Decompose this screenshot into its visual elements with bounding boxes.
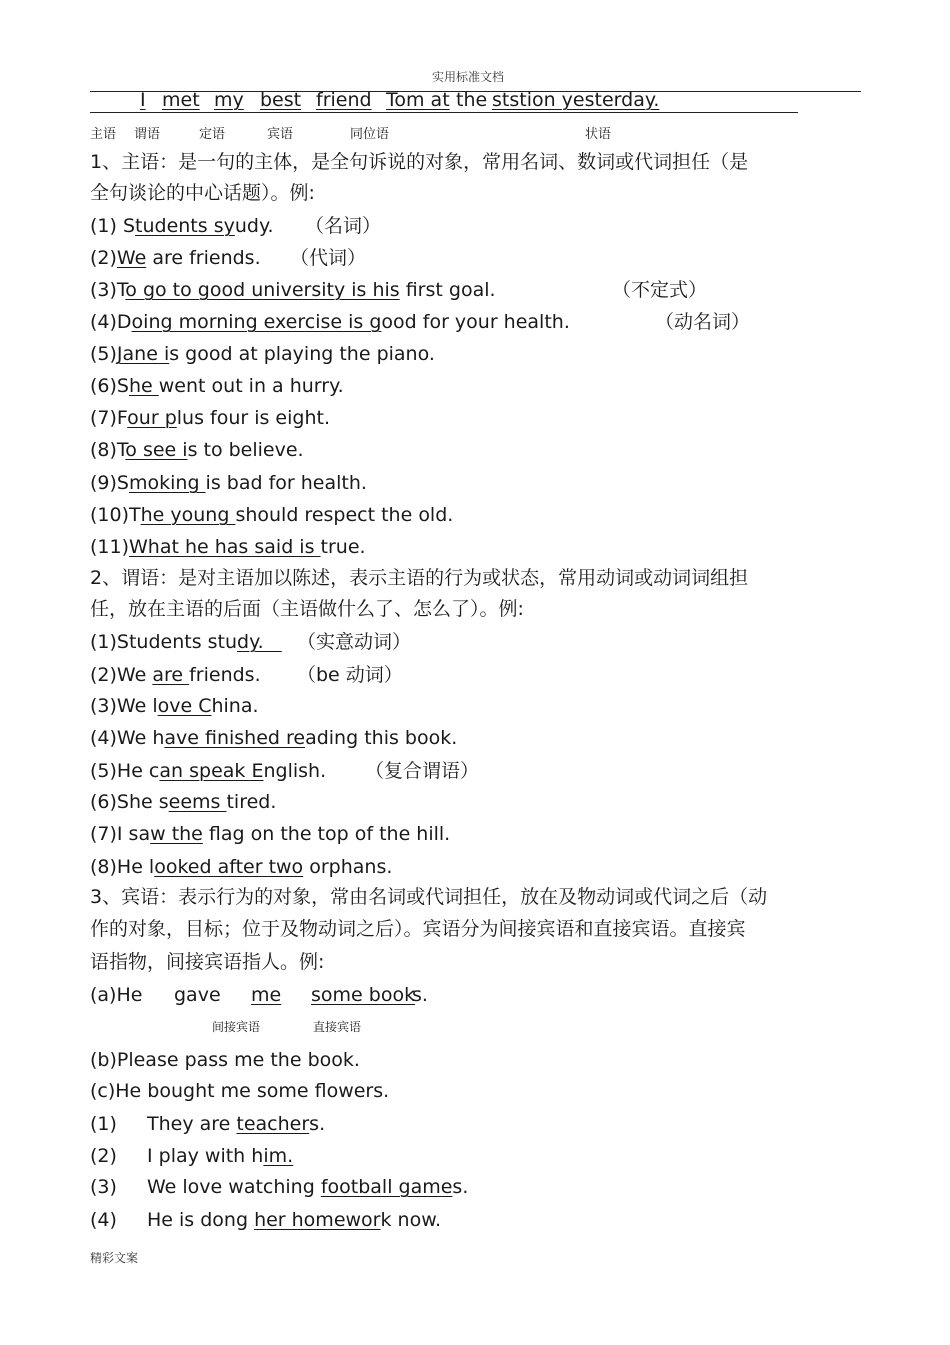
item-text: (2)We — [90, 664, 153, 686]
item-underlined: Jane i — [116, 343, 170, 365]
item-text-tail: should respect the old. — [235, 504, 454, 526]
exercise-number: (4) — [90, 1209, 117, 1231]
item-text-tail: s good at playing the piano. — [169, 343, 435, 365]
item-text: They are — [147, 1113, 237, 1135]
example-item — [90, 214, 274, 238]
exercise-number: (2) — [90, 1145, 117, 1167]
word-attribute: my — [214, 89, 244, 111]
example-item — [90, 246, 261, 270]
direct-object-label: 直接宾语 — [313, 1020, 362, 1034]
item-underlined: ooked after two — [154, 856, 304, 878]
word-adverbial: ststion yesterday. — [492, 89, 660, 111]
example-item — [90, 790, 276, 814]
item-underlined: teacher — [236, 1113, 310, 1135]
example-item — [90, 855, 392, 879]
example-a-tail: s. — [412, 984, 428, 1006]
example-item — [90, 503, 453, 527]
item-note: （不定式） — [612, 279, 708, 301]
section2-intro: 2、谓语：是对主语加以陈述，表示主语的行为或状态，常用动词或动词词组担 — [90, 567, 749, 589]
item-text-tail: s. — [452, 1176, 469, 1198]
example-a-indirect: me — [251, 984, 282, 1006]
item-text: (4)D — [90, 311, 132, 333]
example-item — [90, 663, 261, 687]
item-text: (2) — [90, 247, 117, 269]
indirect-object-label: 间接宾语 — [212, 1020, 261, 1034]
item-underlined: o see i — [125, 439, 188, 461]
exercise-number: (3) — [90, 1176, 117, 1198]
section2-intro-cont: 任，放在主语的后面（主语做什么了、怎么了）。例: — [90, 598, 524, 620]
example-a-subject: (a)He — [90, 984, 143, 1006]
item-text: (8)T — [90, 439, 126, 461]
item-text: (6)She s — [90, 791, 169, 813]
word-article: the — [456, 89, 488, 111]
section1-intro-cont: 全句谈论的中心话题）。例: — [90, 182, 315, 204]
item-underlined: im. — [263, 1145, 294, 1167]
example-item — [90, 471, 367, 495]
exercise-item — [147, 1208, 441, 1232]
example-item — [90, 694, 259, 718]
word-appositive: friend — [316, 89, 372, 111]
word-subject: I — [140, 89, 146, 111]
item-note: （实意动词） — [297, 631, 412, 653]
example-item — [90, 822, 450, 846]
item-text-tail: nglish. — [263, 760, 327, 782]
header-rule — [90, 91, 861, 92]
item-text: (3)T — [90, 279, 126, 301]
item-note: （名词） — [305, 215, 382, 237]
exercise-item — [147, 1144, 293, 1168]
page-header: 实用标准文档 — [432, 70, 505, 84]
example-b: (b)Please pass me the book. — [90, 1049, 360, 1071]
item-text: (10)T — [90, 504, 141, 526]
example-item — [90, 278, 496, 302]
item-text-tail: udy. — [234, 215, 274, 237]
word-appositive-2: Tom at — [386, 89, 450, 111]
role-label: 宾语 — [267, 127, 294, 142]
page-footer: 精彩文案 — [90, 1251, 139, 1265]
word-predicate: met — [162, 89, 200, 111]
item-underlined: dy. — [237, 631, 282, 653]
item-text: (1)Students stu — [90, 631, 238, 653]
exercise-item — [147, 1175, 468, 1199]
example-item — [90, 535, 366, 559]
item-text-tail: are friends. — [146, 247, 261, 269]
item-underlined: football game — [320, 1176, 453, 1198]
item-underlined: We — [116, 247, 147, 269]
example-item — [90, 342, 435, 366]
item-text-tail: orphans. — [303, 856, 393, 878]
item-underlined: he young — [140, 504, 236, 526]
item-underlined: tudents sy — [135, 215, 235, 237]
example-item — [90, 310, 570, 334]
example-item — [90, 374, 344, 398]
item-text-tail: went out in a hurry. — [158, 375, 344, 397]
section1-intro: 1、主语：是一句的主体，是全句诉说的对象，常用名词、数词或代词担任（是 — [90, 151, 749, 173]
item-note: （复合谓语） — [365, 760, 480, 782]
section3-intro-cont2: 语指物，间接宾语指人。例: — [90, 951, 325, 973]
section3-intro: 3、宾语：表示行为的对象，常由名词或代词担任，放在及物动词或代词之后（动 — [90, 886, 768, 908]
item-text-tail: k now. — [380, 1209, 442, 1231]
example-item — [90, 630, 282, 654]
item-text: (9)S — [90, 472, 129, 494]
role-label: 同位语 — [350, 127, 390, 142]
item-text: (5) — [90, 343, 117, 365]
item-text-tail: is bad for health. — [205, 472, 367, 494]
role-label: 状语 — [585, 127, 612, 142]
item-underlined: oing morning exercise is g — [131, 311, 382, 333]
item-text: (7)I sa — [90, 823, 151, 845]
item-note: （代词） — [290, 247, 367, 269]
item-underlined: What he has said is — [129, 536, 321, 558]
item-text-tail: first goal. — [399, 279, 496, 301]
item-text: (4)We h — [90, 727, 165, 749]
role-label: 主语 — [90, 127, 117, 142]
example-item — [90, 438, 304, 462]
item-note: （be 动词） — [297, 664, 403, 686]
item-note: （动名词） — [655, 311, 751, 333]
item-text-tail: friends. — [189, 664, 261, 686]
item-text: (7)F — [90, 407, 128, 429]
section3-intro-cont: 作的对象，目标；位于及物动词之后）。宾语分为间接宾语和直接宾语。直接宾 — [90, 918, 746, 940]
item-text-tail: tired. — [226, 791, 277, 813]
item-text-tail: ading this book. — [305, 727, 458, 749]
item-underlined: eems — [168, 791, 227, 813]
item-underlined: ave finished re — [164, 727, 306, 749]
item-text: (5)He c — [90, 760, 160, 782]
item-text-tail: hina. — [211, 695, 259, 717]
role-label: 谓语 — [134, 127, 161, 142]
example-c: (c)He bought me some flowers. — [90, 1080, 390, 1102]
item-text-tail: ood for your health. — [381, 311, 570, 333]
example-a-direct: some book — [311, 984, 416, 1006]
item-underlined: ove C — [157, 695, 212, 717]
item-text-tail: s to believe. — [187, 439, 304, 461]
item-text: (3)We l — [90, 695, 158, 717]
item-underlined: o go to good university is his — [125, 279, 400, 301]
item-underlined: he — [128, 375, 159, 397]
word-object: best — [260, 89, 302, 111]
item-text-tail: lus four is eight. — [176, 407, 330, 429]
item-text: (6)S — [90, 375, 129, 397]
item-text: He is dong — [147, 1209, 255, 1231]
item-text-tail: s. — [309, 1113, 326, 1135]
item-text: (8)He l — [90, 856, 155, 878]
exercise-number: (1) — [90, 1113, 117, 1135]
item-text: We love watching — [147, 1176, 321, 1198]
item-text-tail: flag on the top of the hill. — [202, 823, 451, 845]
item-underlined: her homewor — [254, 1209, 381, 1231]
item-underlined: an speak E — [159, 760, 264, 782]
example-a-verb: gave — [174, 984, 221, 1006]
item-underlined: w the — [150, 823, 203, 845]
item-text: (11) — [90, 536, 130, 558]
item-text-tail: true. — [320, 536, 366, 558]
example-item — [90, 406, 330, 430]
item-underlined: moking — [128, 472, 206, 494]
item-underlined: are — [152, 664, 190, 686]
item-text: I play with h — [147, 1145, 264, 1167]
example-item — [90, 726, 457, 750]
item-underlined: our p — [127, 407, 177, 429]
example-item — [90, 759, 326, 783]
item-text: (1) S — [90, 215, 136, 237]
exercise-item — [147, 1112, 325, 1136]
role-label: 定语 — [199, 127, 226, 142]
